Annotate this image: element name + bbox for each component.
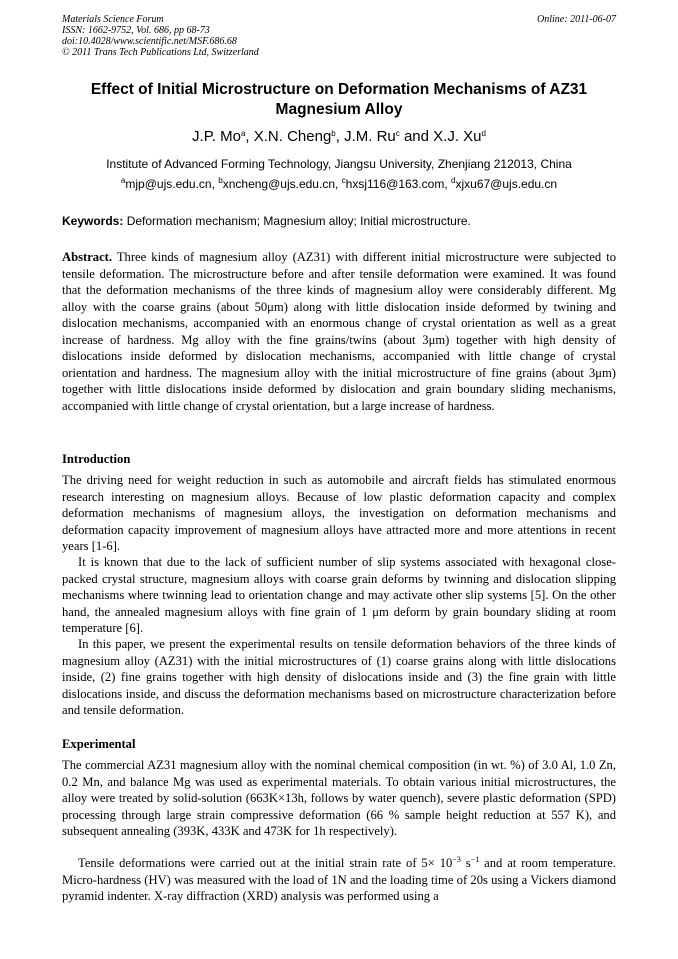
author-sup: b: [331, 129, 336, 138]
strain-rate-text: Tensile deformations were carried out at the initial strain rate of 5× 10: [78, 856, 453, 870]
author-sup: d: [481, 129, 486, 138]
email-address[interactable]: xncheng@ujs.edu.cn: [222, 177, 335, 191]
keywords-label: Keywords:: [62, 214, 124, 228]
email-sup: b: [218, 176, 223, 185]
intro-paragraph: It is known that due to the lack of sufficient number of slip systems associated with hexagonal close-packed crystal structure, magnesium alloys with coarse grain deforms by twinning and dislocation slipping mechanisms where twinning lead to orientation change and may activate other slip systems [5]. On the other hand, the annealed magnesium alloys with fine grain of 1 μm deform by grain boundary sliding at room temperature [6].: [62, 555, 616, 635]
journal-header: [62, 14, 616, 58]
exponent: −3: [452, 855, 461, 864]
experimental-text: and at room temperature. Micro-hardness (HV) was measured with the load of 1N and the loading time of 20s using a Vickers diamond pyramid indenter. X-ray diffraction (XRD) analysis was performed using a: [62, 856, 617, 903]
copyright-line: © 2011 Trans Tech Publications Ltd, Switzerland: [62, 47, 259, 58]
email-sup: c: [341, 176, 346, 185]
experimental-paragraph: The commercial AZ31 magnesium alloy with the nominal chemical composition (in wt. %) of 3.0 Al, 1.0 Zn, 0.2 Mn, and balance Mg was used as experimental materials. To obtain various initial microstructures, the alloy were treated by solid-solution (663K×13h, follows by water quench), severe plastic deformation (SPD) processing through large strain compressive deformation (66 % sample height reduction at 557 K), and subsequent annealing (393K, 433K and 473K for 1h respectively).: [62, 758, 616, 838]
email-sup: a: [120, 176, 126, 185]
affiliation: Institute of Advanced Forming Technology, Jiangsu University, Zhenjiang 212013, China: [106, 157, 572, 171]
exponent: −1: [470, 855, 480, 864]
email-address[interactable]: mjp@ujs.edu.cn: [125, 177, 212, 191]
author-sup: c: [395, 129, 400, 138]
author-list: J.P. Mo$^a$, X.N. Cheng$^b$, J.M. Ru$^c$ and X.J. Xu$^d$: [192, 128, 486, 145]
unit-text: s: [460, 856, 471, 870]
paper-title: Effect of Initial Microstructure on Deformation Mechanisms of AZ31 Magnesium Alloy: [90, 81, 588, 118]
author-sup: a: [240, 129, 246, 138]
intro-paragraph: The driving need for weight reduction in such as automobile and aircraft fields has stimulated enormous research interesting on magnesium alloys. Because of low plastic deformation capacity and complex deformation mechanisms of magnesium alloys, the investigation on deformation mechanisms and deformation capacity improvement of magnesium alloys have attracted more and more attentions in recent years [1-6].: [62, 473, 616, 553]
issn-line: ISSN: 1662-9752, Vol. 686, pp 68-73: [62, 25, 210, 36]
experimental-paragraph: [62, 855, 616, 905]
email-address[interactable]: xjxu67@ujs.edu.cn: [455, 177, 558, 191]
abstract-label: Abstract.: [62, 250, 113, 264]
doi-line: doi:10.4028/www.scientific.net/MSF.686.68: [62, 36, 237, 47]
author-name: X.N. Cheng: [253, 128, 332, 145]
abstract-text: Three kinds of magnesium alloy (AZ31) with different initial microstructure were subjected to tensile deformation. The microstructure before and after tensile deformation were examined. It was found that the deformation mechanisms of the three kinds of magnesium alloy were considerably different. Mg alloy with the coarse grains (about 50μm) along with little dislocation inside deformed by twining and dislocation mechanisms, accompanied with an enormous change of crystal orientation as well as a great increase of hardness. Mg alloy with the fine grains/twins (about 3μm) together with high density of dislocations inside deformed by dislocation mechanisms, accompanied with little change of crystal orientation and hardness. The magnesium alloy with the initial microstructure of fine grains (about 3μm) together with little dislocations inside deformed by dislocation and grain boundary sliding mechanisms, accompanied with little change of crystal orientation, but a large increase of hardness.: [62, 250, 616, 413]
intro-paragraph: In this paper, we present the experimental results on tensile deformation behaviors of the three kinds of magnesium alloy (AZ31) with the initial microstructures of (1) coarse grains along with little dislocations inside, (2) fine grains together with high density of dislocations inside and (3) the fine grain with little dislocations inside, and discuss the deformation mechanisms based on microstructure characterization before and tensile deformation.: [62, 637, 616, 717]
author-name: J.P. Mo: [192, 128, 241, 145]
keywords: [62, 214, 616, 229]
email-sup: d: [451, 176, 456, 185]
journal-name: Materials Science Forum: [62, 14, 164, 25]
introduction-heading: Introduction: [62, 452, 131, 466]
author-name: J.M. Ru: [344, 128, 396, 145]
author-name: X.J. Xu: [433, 128, 482, 145]
experimental-heading: Experimental: [62, 737, 136, 751]
keywords-text: Deformation mechanism; Magnesium alloy; Initial microstructure.: [126, 214, 471, 228]
online-date: Online: 2011-06-07: [537, 14, 616, 25]
abstract: [62, 249, 616, 414]
email-list: $^a$mjp@ujs.edu.cn, $^b$xncheng@ujs.edu.cn, $^c$hxsj116@163.com, $^d$xjxu67@ujs.edu.cn: [120, 176, 558, 191]
email-address[interactable]: hxsj116@163.com: [345, 177, 445, 191]
